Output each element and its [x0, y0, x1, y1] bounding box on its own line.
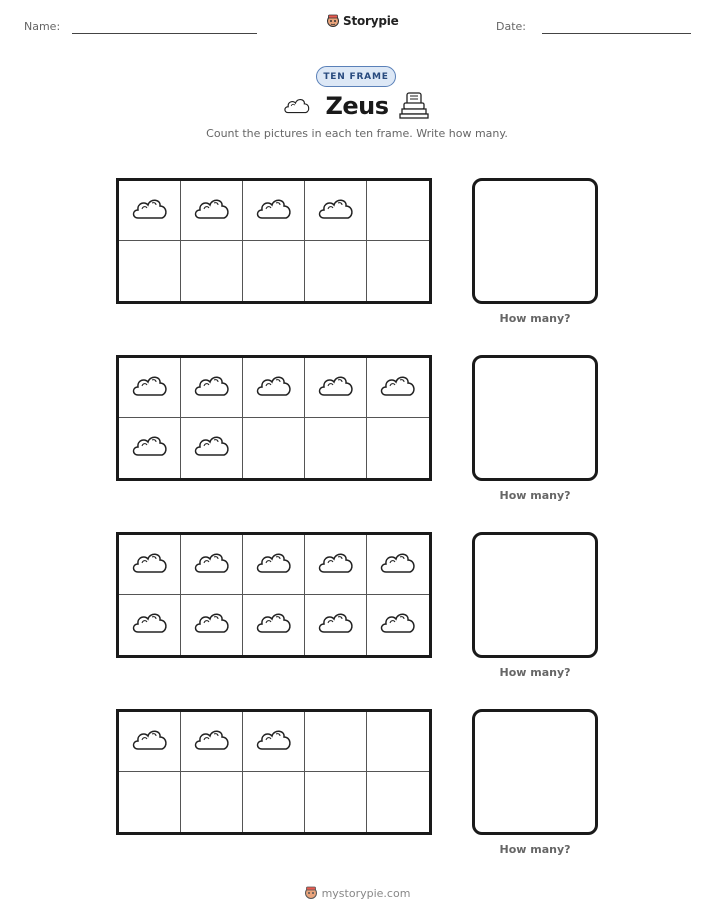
answer-box-4[interactable]: [472, 709, 598, 835]
frame-cell: [119, 241, 181, 301]
footer-url: mystorypie.com: [321, 886, 411, 900]
cloud-icon: [192, 548, 232, 582]
frame-cell: [305, 772, 367, 832]
name-label: Name:: [24, 20, 61, 33]
frame-cell: [305, 712, 367, 772]
cloud-icon: [192, 608, 232, 642]
how-many-label-4: How many?: [499, 843, 571, 856]
instructions: Count the pictures in each ten frame. Write how many.: [206, 127, 508, 140]
date-label: Date:: [496, 20, 526, 33]
ten-frame-2: [116, 355, 432, 481]
cloud-icon: [378, 548, 418, 582]
how-many-label-3: How many?: [499, 666, 571, 679]
frame-cell: [367, 712, 429, 772]
frame-cell: [367, 181, 429, 241]
answer-box-2[interactable]: [472, 355, 598, 481]
frame-cell: [243, 418, 305, 478]
frame-cell: [243, 241, 305, 301]
frame-cell: [367, 595, 429, 655]
frame-cell: [119, 358, 181, 418]
cloud-icon: [254, 194, 294, 228]
frame-cell: [181, 712, 243, 772]
page-title: Zeus: [325, 92, 389, 120]
how-many-label-1: How many?: [499, 312, 571, 325]
brand-name: Storypie: [343, 14, 399, 28]
cloud-icon: [378, 371, 418, 405]
frame-cell: [367, 241, 429, 301]
frame-cell: [305, 595, 367, 655]
cloud-icon: [192, 431, 232, 465]
frame-cell: [181, 241, 243, 301]
cloud-icon: [254, 608, 294, 642]
worksheet-type-badge: TEN FRAME: [316, 66, 396, 87]
cloud-icon: [316, 371, 356, 405]
frame-cell: [119, 712, 181, 772]
frame-cell: [119, 418, 181, 478]
frame-cell: [181, 595, 243, 655]
cloud-icon: [378, 608, 418, 642]
name-line[interactable]: [72, 33, 257, 34]
throne-icon: [398, 91, 430, 125]
ten-frame-1: [116, 178, 432, 304]
frame-cell: [305, 418, 367, 478]
frame-cell: [119, 772, 181, 832]
cloud-icon: [192, 194, 232, 228]
cloud-icon: [130, 431, 170, 465]
frame-cell: [243, 712, 305, 772]
footer: [0, 885, 714, 901]
frame-cell: [243, 772, 305, 832]
cloud-icon: [254, 371, 294, 405]
frame-cell: [367, 418, 429, 478]
ten-frame-3: [116, 532, 432, 658]
cloud-icon: [130, 608, 170, 642]
storypie-mascot-icon: [304, 885, 318, 901]
frame-cell: [243, 535, 305, 595]
cloud-icon: [192, 725, 232, 759]
cloud-icon: [130, 371, 170, 405]
frame-cell: [243, 358, 305, 418]
date-line[interactable]: [542, 33, 691, 34]
cloud-icon: [254, 548, 294, 582]
frame-cell: [181, 772, 243, 832]
answer-box-1[interactable]: [472, 178, 598, 304]
frame-cell: [181, 181, 243, 241]
frame-cell: [367, 772, 429, 832]
cloud-icon: [130, 725, 170, 759]
answer-box-3[interactable]: [472, 532, 598, 658]
cloud-icon: [316, 194, 356, 228]
cloud-icon: [192, 371, 232, 405]
cloud-icon: [316, 548, 356, 582]
frame-cell: [243, 595, 305, 655]
brand-logo: [326, 13, 399, 29]
frame-cell: [367, 535, 429, 595]
cloud-icon: [130, 548, 170, 582]
cloud-icon: [130, 194, 170, 228]
frame-cell: [119, 181, 181, 241]
frame-cell: [305, 535, 367, 595]
how-many-label-2: How many?: [499, 489, 571, 502]
cloud-icon: [254, 725, 294, 759]
frame-cell: [181, 358, 243, 418]
cloud-icon: [316, 608, 356, 642]
ten-frame-4: [116, 709, 432, 835]
frame-cell: [367, 358, 429, 418]
frame-cell: [305, 358, 367, 418]
frame-cell: [305, 181, 367, 241]
frame-cell: [243, 181, 305, 241]
frame-cell: [181, 418, 243, 478]
frame-cell: [181, 535, 243, 595]
frame-cell: [305, 241, 367, 301]
frame-cell: [119, 595, 181, 655]
frame-cell: [119, 535, 181, 595]
storypie-mascot-icon: [326, 13, 340, 29]
